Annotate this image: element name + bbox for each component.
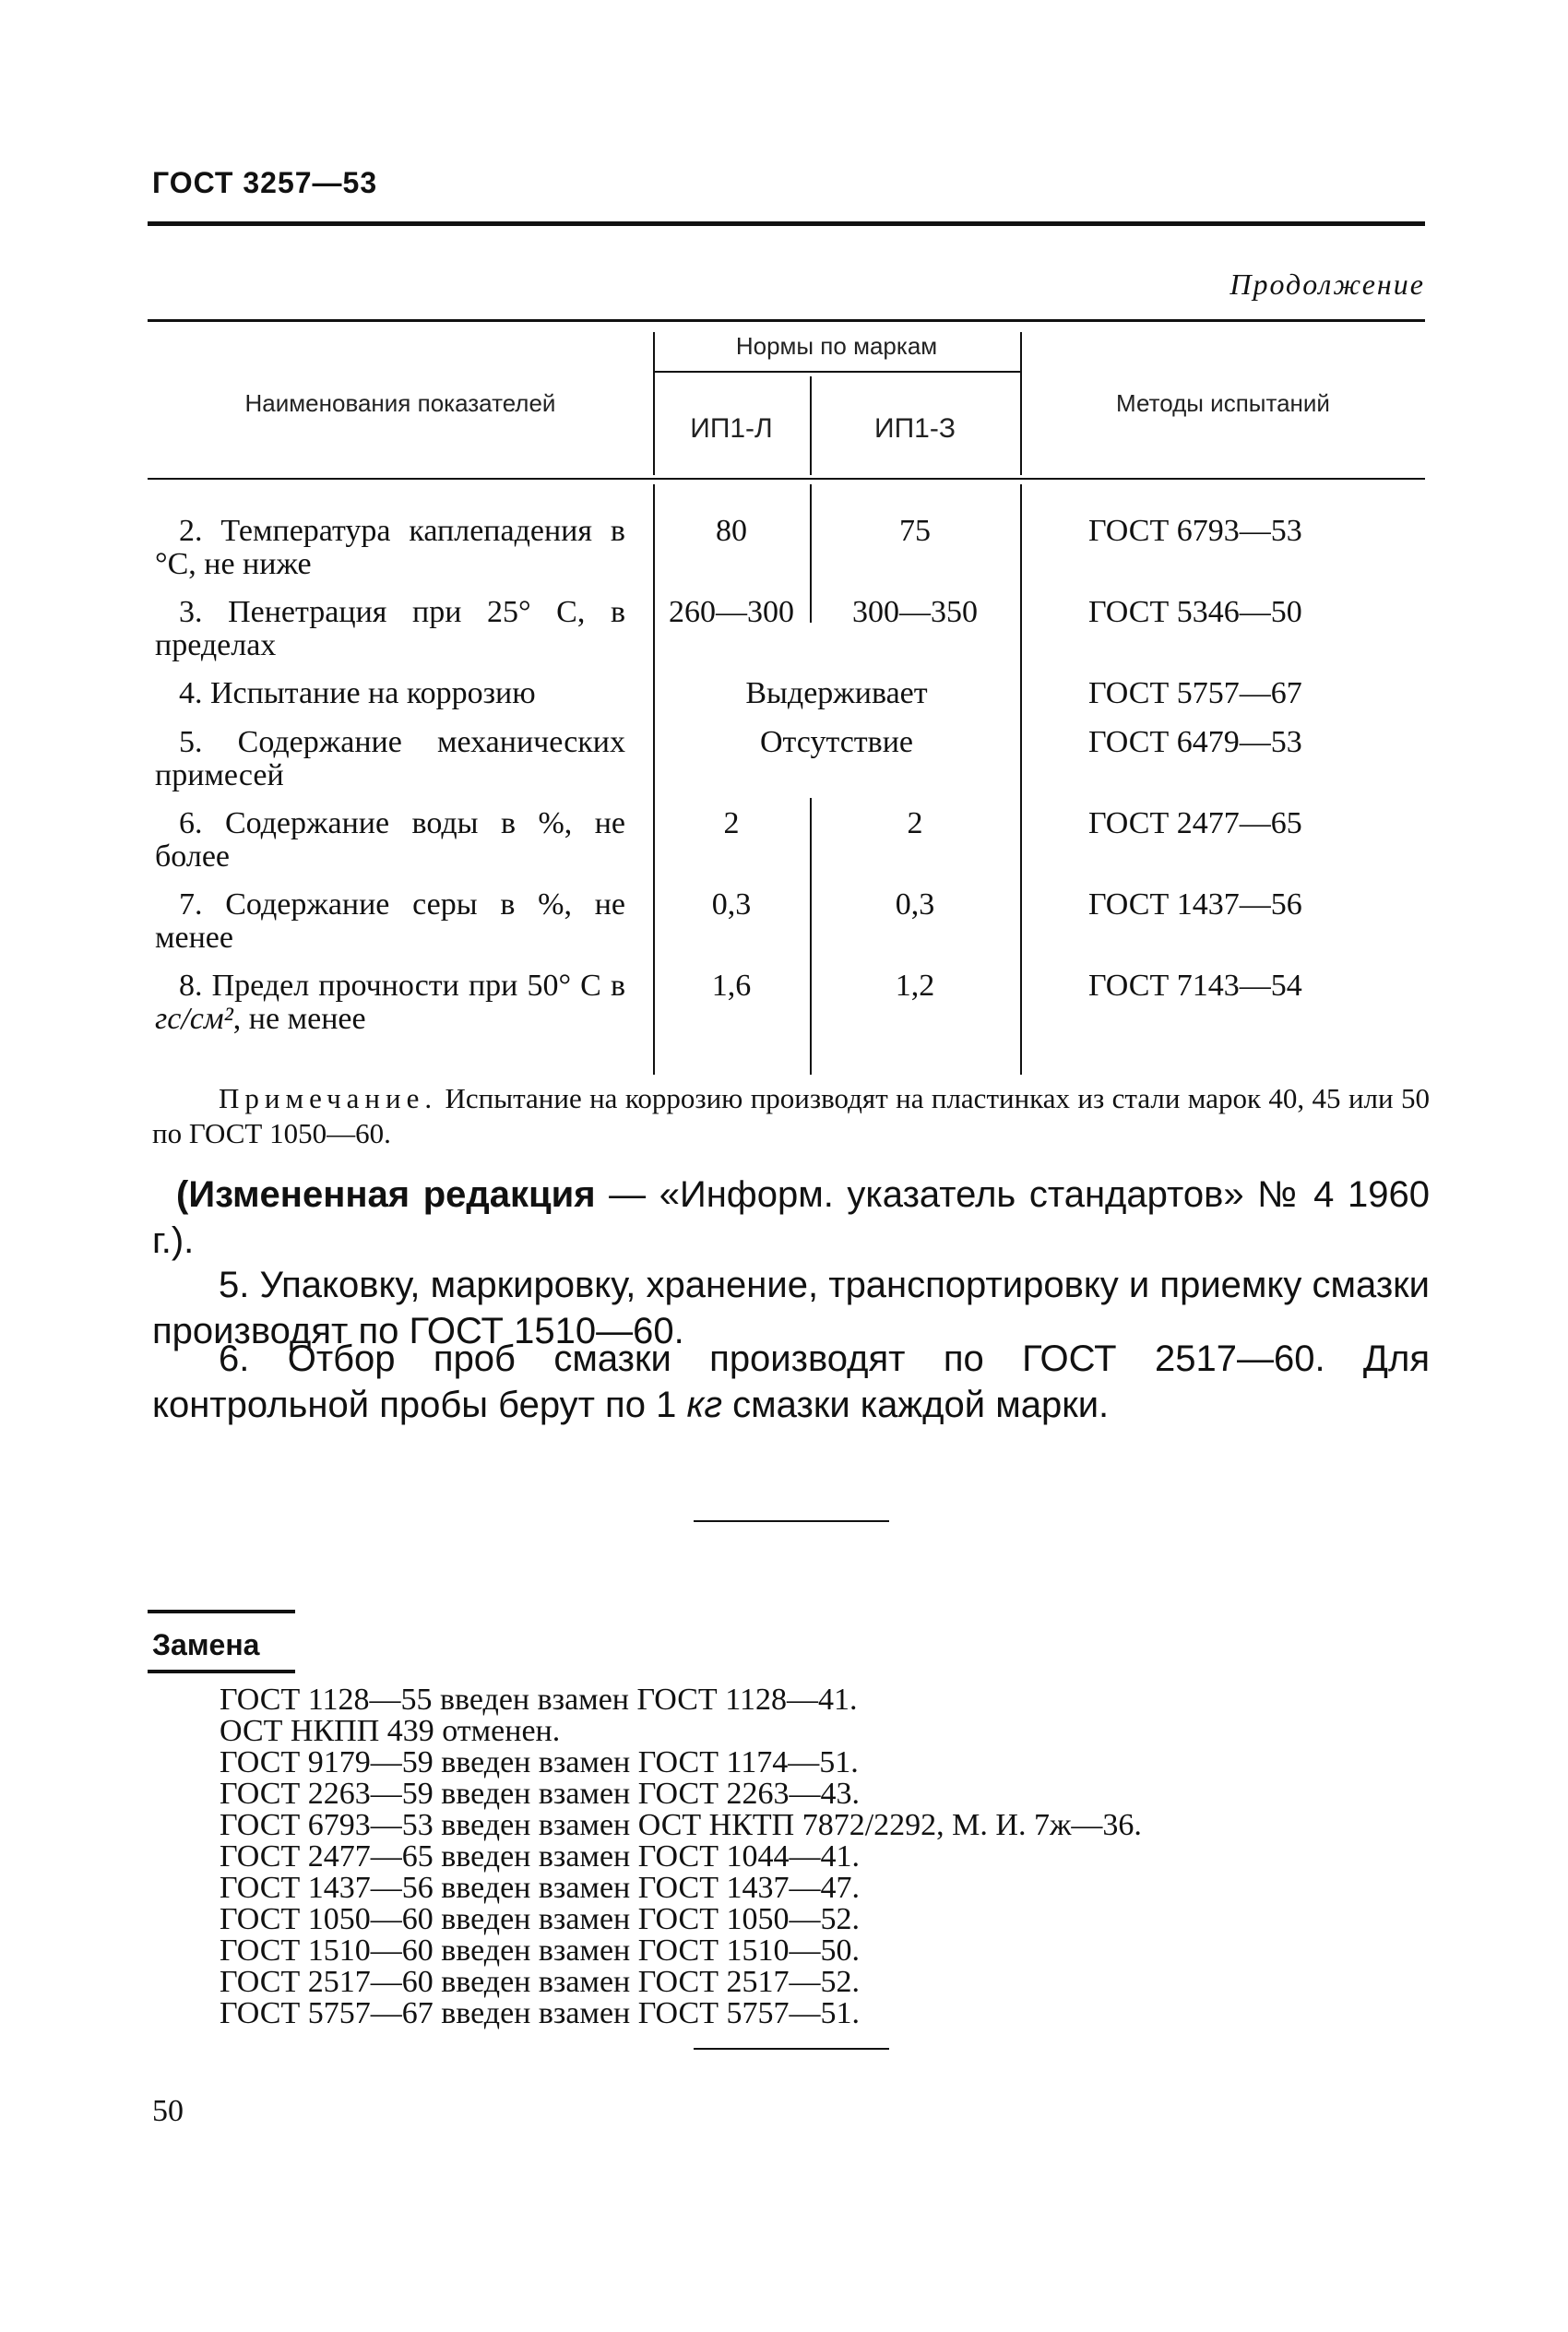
table-row-name: 5. Содержание механических примесей [155, 725, 625, 792]
item-6 [152, 1336, 1430, 1428]
table-top-rule [148, 319, 1425, 322]
table-row-name: 7. Содержание серы в %, не менее [155, 887, 625, 955]
table-cell-method: ГОСТ 7143—54 [1088, 969, 1302, 1003]
list-item: ГОСТ 9179—59 введен взамен ГОСТ 1174—51. [220, 1745, 859, 1779]
col-name-header: Наименования показателей [244, 389, 556, 417]
table-cell-method: ГОСТ 1437—56 [1088, 887, 1302, 922]
table-cell-ipz: 300—350 [852, 595, 978, 629]
zamena-top-rule [148, 1610, 295, 1613]
amendment-rest: — «Информ. указатель стандартов» № 4 1960 г.). [152, 1174, 1430, 1261]
table-header-rule [148, 478, 1425, 480]
zamena-bottom-rule [148, 1670, 295, 1673]
row-name-part: 8. Предел прочности при 50° С в [179, 969, 625, 1003]
list-item: ГОСТ 2263—59 введен взамен ГОСТ 2263—43. [220, 1777, 860, 1811]
table-row-name [155, 970, 625, 1036]
table-cell-method: ГОСТ 2477—65 [1088, 806, 1302, 840]
table-cell-method: ГОСТ 6793—53 [1088, 514, 1302, 548]
list-item: ГОСТ 1128—55 введен взамен ГОСТ 1128—41. [220, 1683, 858, 1717]
row-name-part: , не менее [232, 1002, 366, 1036]
amendment-paragraph [152, 1172, 1430, 1264]
table-cell-ipl: 0,3 [711, 887, 752, 922]
table-body-vline-2 [1020, 484, 1022, 1075]
list-item: ГОСТ 5757—67 введен взамен ГОСТ 5757—51. [220, 1996, 860, 2030]
item-6-text: 6. Отбор проб смазки производят по ГОСТ 2517—60. Для контрольной пробы берут по 1 [152, 1339, 1430, 1425]
col-ipz-header: ИП1-З [874, 413, 956, 444]
col-methods-header: Методы испытаний [1116, 389, 1330, 417]
col-norms-header: Нормы по маркам [735, 332, 938, 360]
table-row-name: 6. Содержание воды в %, не более [155, 806, 625, 874]
replacement-list [220, 1684, 1142, 2029]
list-item: ГОСТ 2477—65 введен взамен ГОСТ 1044—41. [220, 1839, 860, 1874]
note-label: Примечание. [219, 1082, 438, 1114]
table-cell-ipl: 1,6 [711, 969, 752, 1003]
amendment-bold: (Измененная редакция [176, 1174, 596, 1215]
table-row-name: 3. Пенетрация при 25° С, в пределах [155, 595, 625, 662]
col-ipl-header: ИП1-Л [690, 413, 773, 444]
table-row-name: 4. Испытание на коррозию [179, 676, 536, 710]
item-5: 5. Упаковку, маркировку, хранение, транспортировку и приемку смазки производят по ГОСТ 1510—60. [152, 1265, 1430, 1351]
page-header: ГОСТ 3257—53 [152, 166, 378, 199]
list-item: ГОСТ 6793—53 введен взамен ОСТ НКТП 7872/2292, М. И. 7ж—36. [220, 1808, 1142, 1842]
norms-sub-rule [653, 371, 1020, 373]
table-cell-method: ГОСТ 6479—53 [1088, 725, 1302, 759]
table-cell-merged: Выдерживает [745, 676, 928, 710]
section-separator [694, 1520, 889, 1522]
bottom-separator [694, 2048, 889, 2050]
list-item: ОСТ НКПП 439 отменен. [220, 1714, 561, 1748]
list-item: ГОСТ 1510—60 введен взамен ГОСТ 1510—50. [220, 1933, 860, 1968]
list-item: ГОСТ 1437—56 введен взамен ГОСТ 1437—47. [220, 1871, 860, 1905]
unit-text: гс/см² [155, 1002, 233, 1036]
table-cell-ipz: 0,3 [895, 887, 935, 922]
table-cell-ipl: 2 [723, 806, 740, 840]
table-cell-ipz: 2 [907, 806, 923, 840]
table-cell-ipl: 260—300 [669, 595, 794, 629]
table-cell-merged: Отсутствие [759, 725, 914, 759]
note-text: Испытание на коррозию производят на пластинках из стали марок 40, 45 или 50 по ГОСТ 1050—60. [152, 1082, 1430, 1149]
table-note [152, 1081, 1430, 1151]
table-cell-ipl: 80 [716, 514, 747, 548]
table-cell-method: ГОСТ 5346—50 [1088, 595, 1302, 629]
unit-text: кг [686, 1385, 723, 1425]
list-item: ГОСТ 2517—60 введен взамен ГОСТ 2517—52. [220, 1965, 860, 1999]
table-cell-ipz: 1,2 [895, 969, 935, 1003]
continuation-label: Продолжение [1229, 268, 1425, 301]
header-rule [148, 221, 1425, 226]
table-cell-ipz: 75 [899, 514, 931, 548]
table-row-name: 2. Температура каплепадения в °С, не ниже [155, 514, 625, 581]
list-item: ГОСТ 1050—60 введен взамен ГОСТ 1050—52. [220, 1902, 860, 1936]
replacement-title: Замена [152, 1628, 260, 1661]
table-cell-method: ГОСТ 5757—67 [1088, 676, 1302, 710]
item-6-text-end: смазки каждой марки. [722, 1385, 1110, 1425]
page-number: 50 [152, 2094, 184, 2128]
